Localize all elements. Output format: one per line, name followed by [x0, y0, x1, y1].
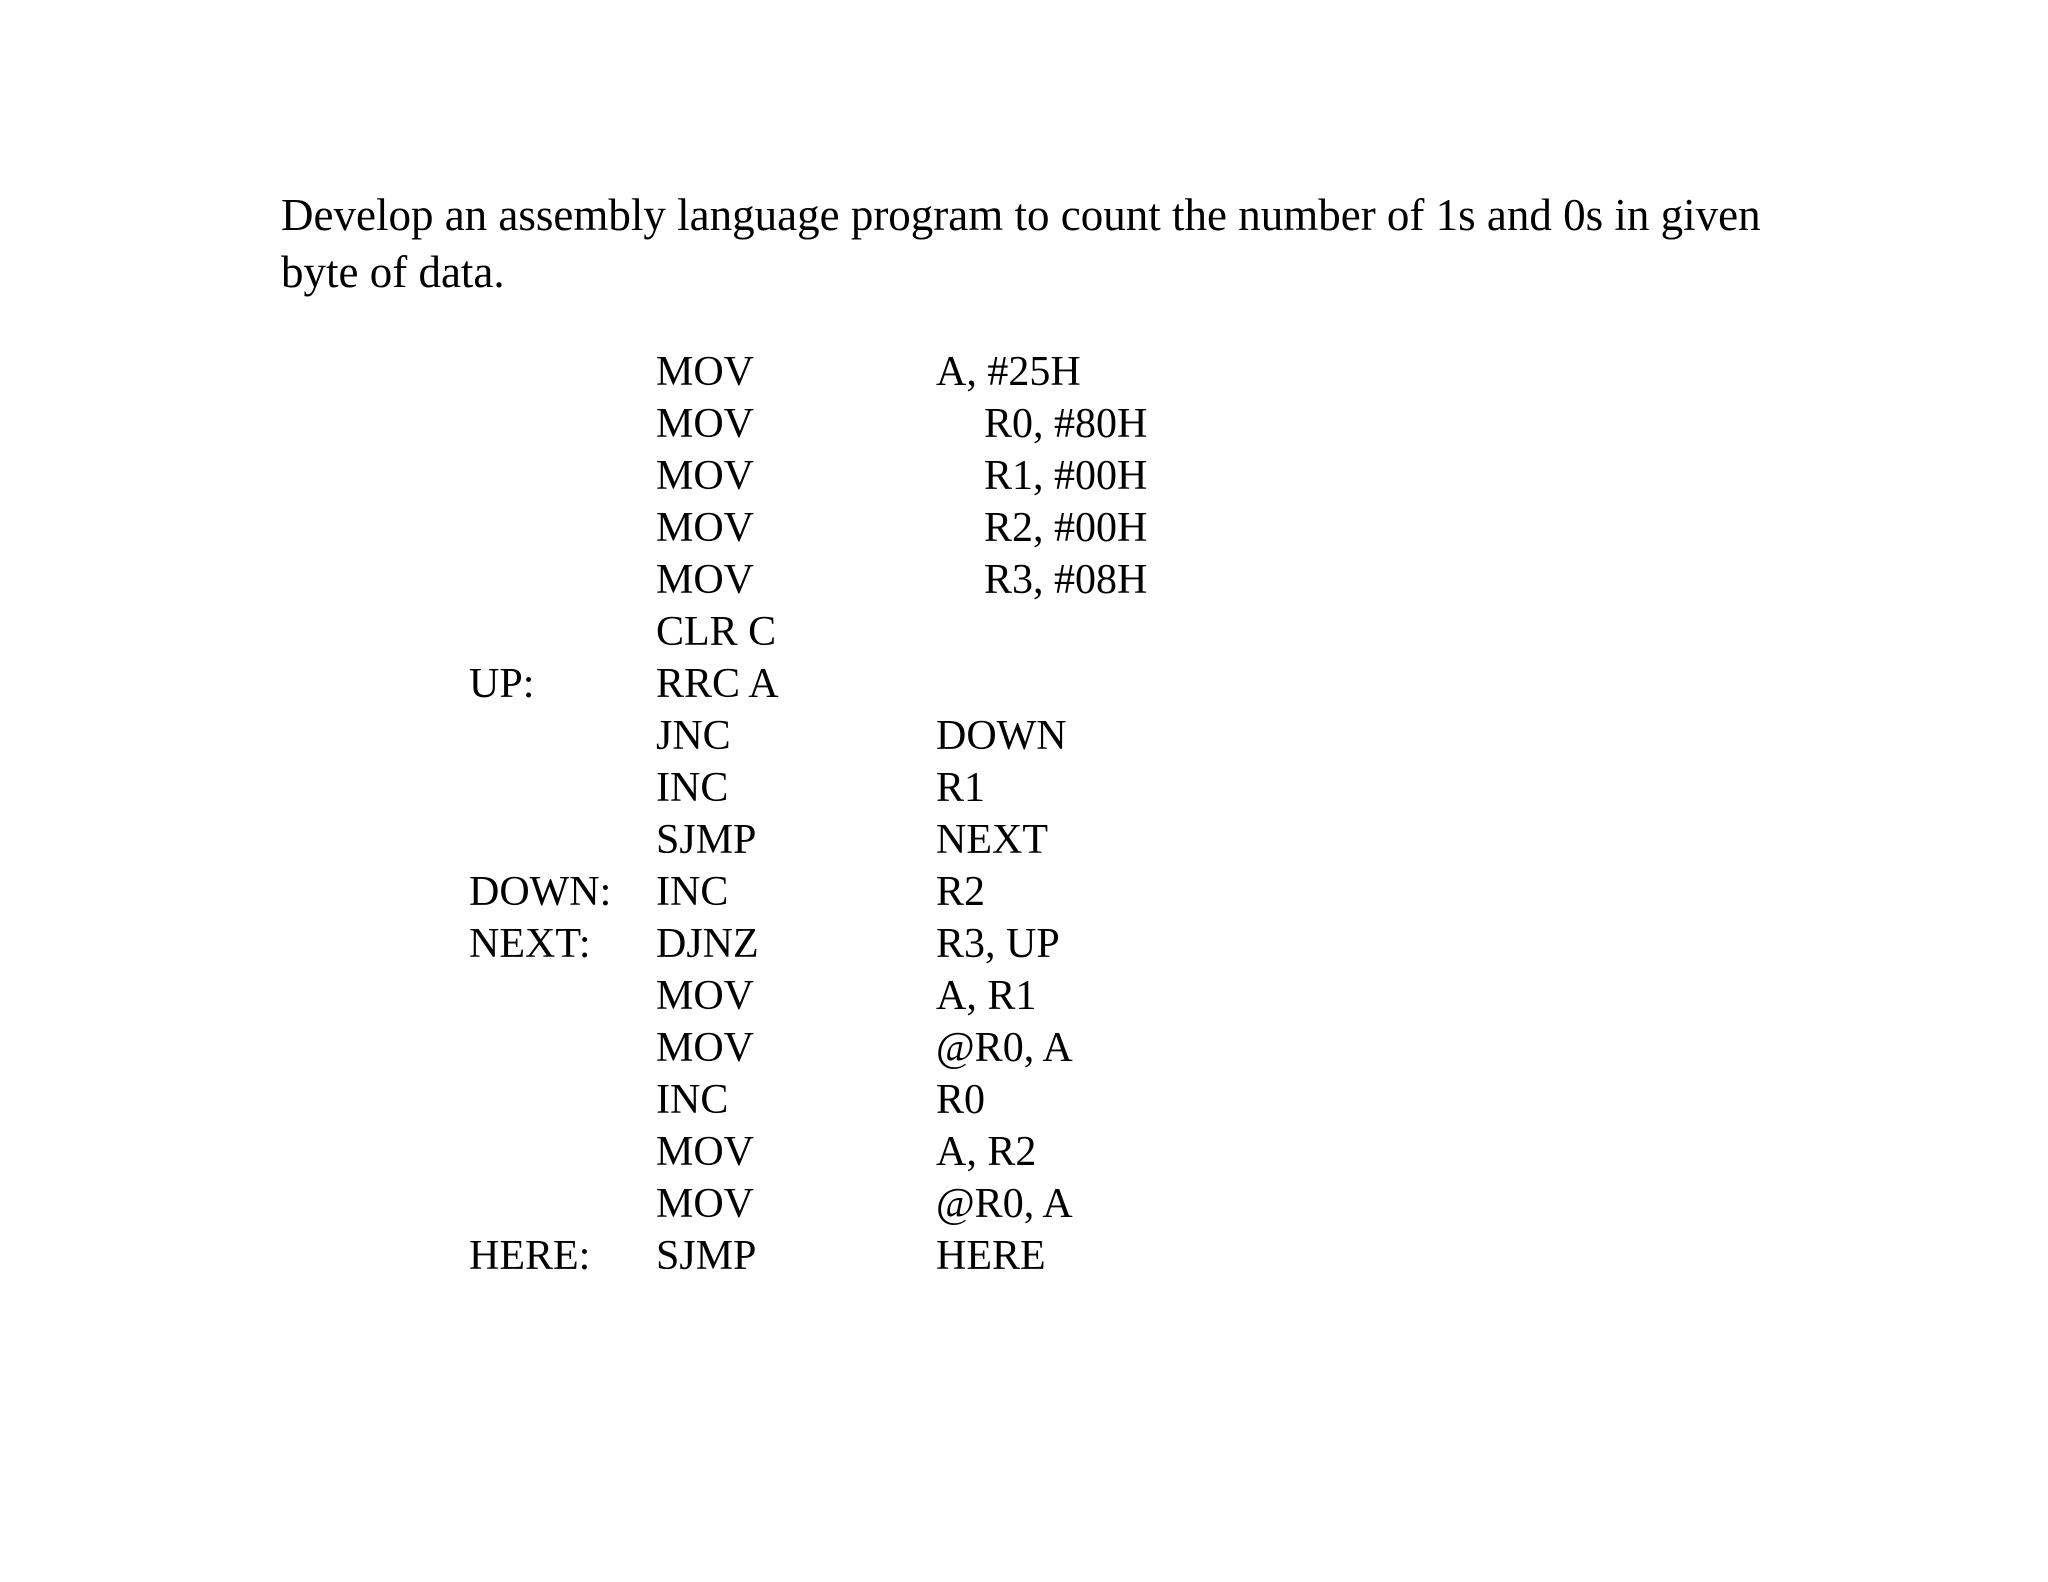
- code-operand: DOWN: [936, 713, 1067, 759]
- code-mnemonic: MOV: [656, 401, 755, 447]
- code-line: [0, 1126, 2048, 1178]
- code-mnemonic: RRC A: [656, 661, 779, 707]
- code-label: NEXT:: [469, 921, 591, 967]
- code-mnemonic: MOV: [656, 505, 755, 551]
- code-operand: R1: [936, 765, 986, 811]
- code-line: [0, 918, 2048, 970]
- code-line: [0, 1022, 2048, 1074]
- code-line: [0, 398, 2048, 450]
- code-label: UP:: [469, 661, 535, 707]
- code-operand: R2: [936, 869, 986, 915]
- code-operand: NEXT: [936, 817, 1048, 863]
- code-line: [0, 502, 2048, 554]
- code-operand: R3, #08H: [984, 557, 1148, 603]
- code-operand: HERE: [936, 1233, 1046, 1279]
- code-mnemonic: CLR C: [656, 609, 777, 655]
- code-line: [0, 554, 2048, 606]
- code-mnemonic: MOV: [656, 1025, 755, 1071]
- code-mnemonic: MOV: [656, 973, 755, 1019]
- code-mnemonic: MOV: [656, 1181, 755, 1227]
- code-operand: A, R2: [936, 1129, 1037, 1175]
- code-label: HERE:: [469, 1233, 591, 1279]
- code-operand: @R0, A: [936, 1181, 1073, 1227]
- code-mnemonic: DJNZ: [656, 921, 759, 967]
- code-mnemonic: INC: [656, 1077, 729, 1123]
- code-line: [0, 1178, 2048, 1230]
- question-text: Develop an assembly language program to count the number of 1s and 0s in given byte of data.: [281, 190, 1761, 297]
- code-line: [0, 1074, 2048, 1126]
- code-line: [0, 1230, 2048, 1282]
- code-operand: A, #25H: [936, 349, 1081, 395]
- code-operand: @R0, A: [936, 1025, 1073, 1071]
- code-operand: A, R1: [936, 973, 1037, 1019]
- code-mnemonic: MOV: [656, 557, 755, 603]
- code-mnemonic: JNC: [656, 713, 731, 759]
- code-operand: R1, #00H: [984, 453, 1148, 499]
- assembly-listing: [0, 346, 2048, 1282]
- code-line: [0, 658, 2048, 710]
- code-mnemonic: SJMP: [656, 817, 757, 863]
- code-mnemonic: MOV: [656, 1129, 755, 1175]
- code-line: [0, 814, 2048, 866]
- code-mnemonic: INC: [656, 765, 729, 811]
- code-mnemonic: SJMP: [656, 1233, 757, 1279]
- code-operand: R0, #80H: [984, 401, 1148, 447]
- code-line: [0, 450, 2048, 502]
- code-mnemonic: INC: [656, 869, 729, 915]
- code-mnemonic: MOV: [656, 453, 755, 499]
- code-line: [0, 762, 2048, 814]
- code-line: [0, 710, 2048, 762]
- code-line: [0, 606, 2048, 658]
- code-operand: R0: [936, 1077, 986, 1123]
- code-operand: R3, UP: [936, 921, 1060, 967]
- code-label: DOWN:: [469, 869, 612, 915]
- code-mnemonic: MOV: [656, 349, 755, 395]
- code-line: [0, 346, 2048, 398]
- code-operand: R2, #00H: [984, 505, 1148, 551]
- code-line: [0, 866, 2048, 918]
- code-line: [0, 970, 2048, 1022]
